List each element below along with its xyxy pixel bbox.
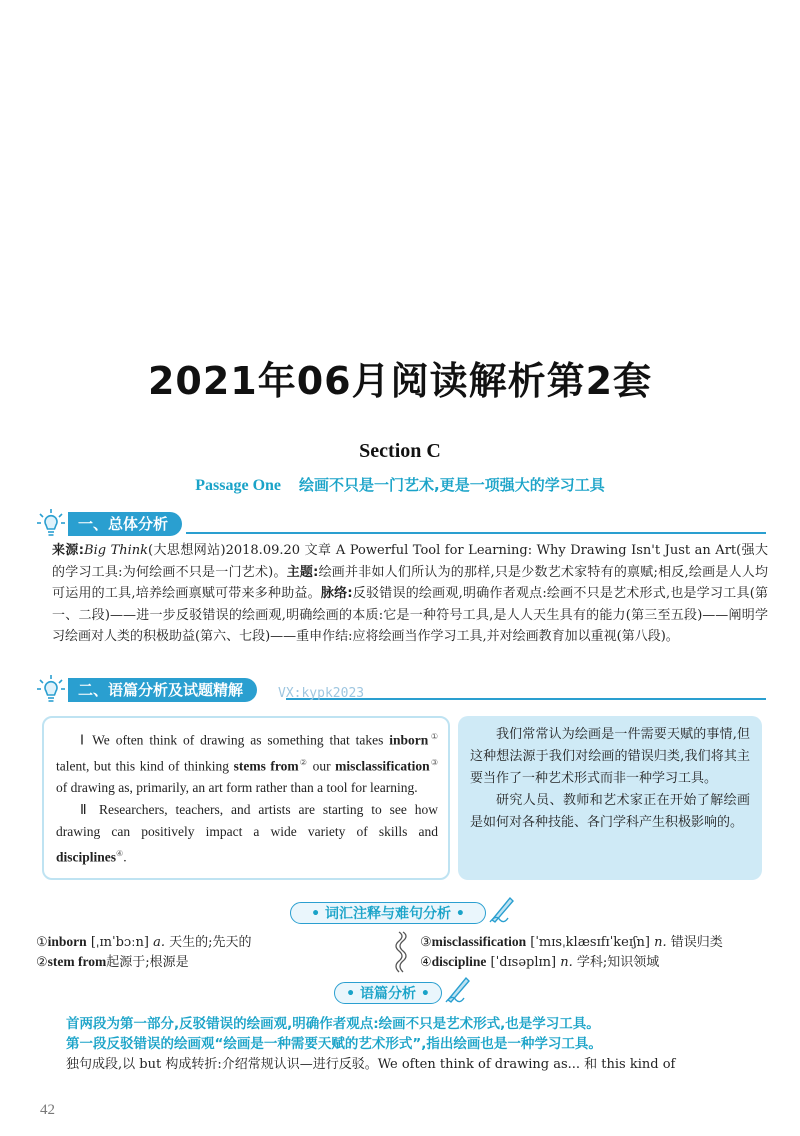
heading-rule (186, 532, 766, 534)
heading-tag: 二、语篇分析及试题精解 (68, 678, 257, 702)
discourse-analysis-pill: • 语篇分析 • (334, 982, 442, 1004)
chinese-paragraph-1: 我们常常认为绘画是一件需要天赋的事情,但这种想法源于我们对绘画的错误归类,我们将其主要当作了一种艺术形式而非一种学习工具。 (470, 727, 750, 786)
theme-text: 绘画并非如人们所认为的那样,只是少数艺术家特有的禀赋;相反,绘画是人人均可运用的工具,培养绘画禀赋可带来多种助益。 (52, 564, 769, 601)
passage-subtitle: 绘画不只是一门艺术,更是一项强大的学习工具 (299, 476, 605, 494)
heading-overall-analysis (36, 512, 766, 536)
passage-name: Passage One (195, 477, 282, 494)
chinese-translation-box (458, 716, 762, 880)
analysis-line-1: 首两段为第一部分,反驳错误的绘画观,明确作者观点:绘画不只是艺术形式,也是学习工具。 (66, 1016, 600, 1032)
lightbulb-icon (36, 508, 66, 538)
source-text: (大思想网站)2018.09.20 文章 A Powerful Tool for Learning: Why Drawing Isn't Just an Art(强大的学习工具:为何绘画不只是一门艺术)。 (52, 543, 769, 580)
watermark-text: VX:kypk2023 (278, 686, 365, 701)
vocab-item: ①inborn [ˌɪnˈbɔːn] a. 天生的;先天的 (36, 934, 252, 950)
passage-heading (0, 474, 800, 495)
lightbulb-icon (36, 674, 66, 704)
source-label: 来源: (52, 543, 85, 558)
page-title: 2021年06月阅读解析第2套 (147, 359, 653, 403)
english-paragraph-2: Ⅱ Researchers, teachers, and artists are starting to see how drawing can positively impact a wide variety of skills and disciplines④. (56, 802, 438, 865)
section-heading: Section C (359, 440, 441, 462)
analysis-line-2: 第一段反驳错误的绘画观“绘画是一种需要天赋的艺术形式”,指出绘画也是一种学习工具。 (66, 1036, 602, 1052)
english-passage-box (42, 716, 450, 880)
page-number: 42 (40, 1102, 55, 1118)
vocab-item: ②stem from起源于;根源是 (36, 954, 189, 970)
structure-label: 脉络: (320, 586, 353, 601)
heading-tag: 一、总体分析 (68, 512, 182, 536)
chinese-paragraph-2: 研究人员、教师和艺术家正在开始了解绘画是如何对各种技能、各门学科产生积极影响的。 (470, 793, 750, 830)
pen-icon (486, 894, 516, 924)
vocab-item: ④discipline [ˈdɪsəplɪn] n. 学科;知识领域 (420, 954, 660, 970)
vocab-item: ③misclassification [ˈmɪsˌklæsɪfɪˈkeɪʃn] n. 错误归类 (420, 934, 723, 950)
overall-summary (52, 540, 768, 648)
heading-discourse-analysis (36, 678, 766, 702)
vocab-notes-pill: • 词汇注释与难句分析 • (290, 902, 486, 924)
source-name: Big Think (84, 543, 149, 558)
theme-label: 主题: (286, 564, 319, 580)
structure-text: 反驳错误的绘画观,明确作者观点:绘画不只是艺术形式,也是学习工具(第一、二段)——进一步反驳错误的绘画观,明确绘画的本质:它是一种符号工具,是人人天生具有的能力(第三至五段)——阐明学习绘画对人类的积极助益(第六、七段)——重申作结:应将绘画当作学习工具,并对绘画教育加以重视(第八段)。 (52, 586, 768, 644)
analysis-line-3: 独句成段,以 but 构成转折:介绍常规认识—进行反驳。We often think of drawing as... 和 this kind of (66, 1057, 676, 1072)
english-paragraph-1: Ⅰ We often think of drawing as something that takes inborn① talent, but this kind of thinking stems from② our misclassification③ of drawing as, primarily, an art form rather than a tool for learning. (56, 732, 439, 795)
divider-ornament (395, 930, 407, 974)
pen-icon (442, 974, 472, 1004)
